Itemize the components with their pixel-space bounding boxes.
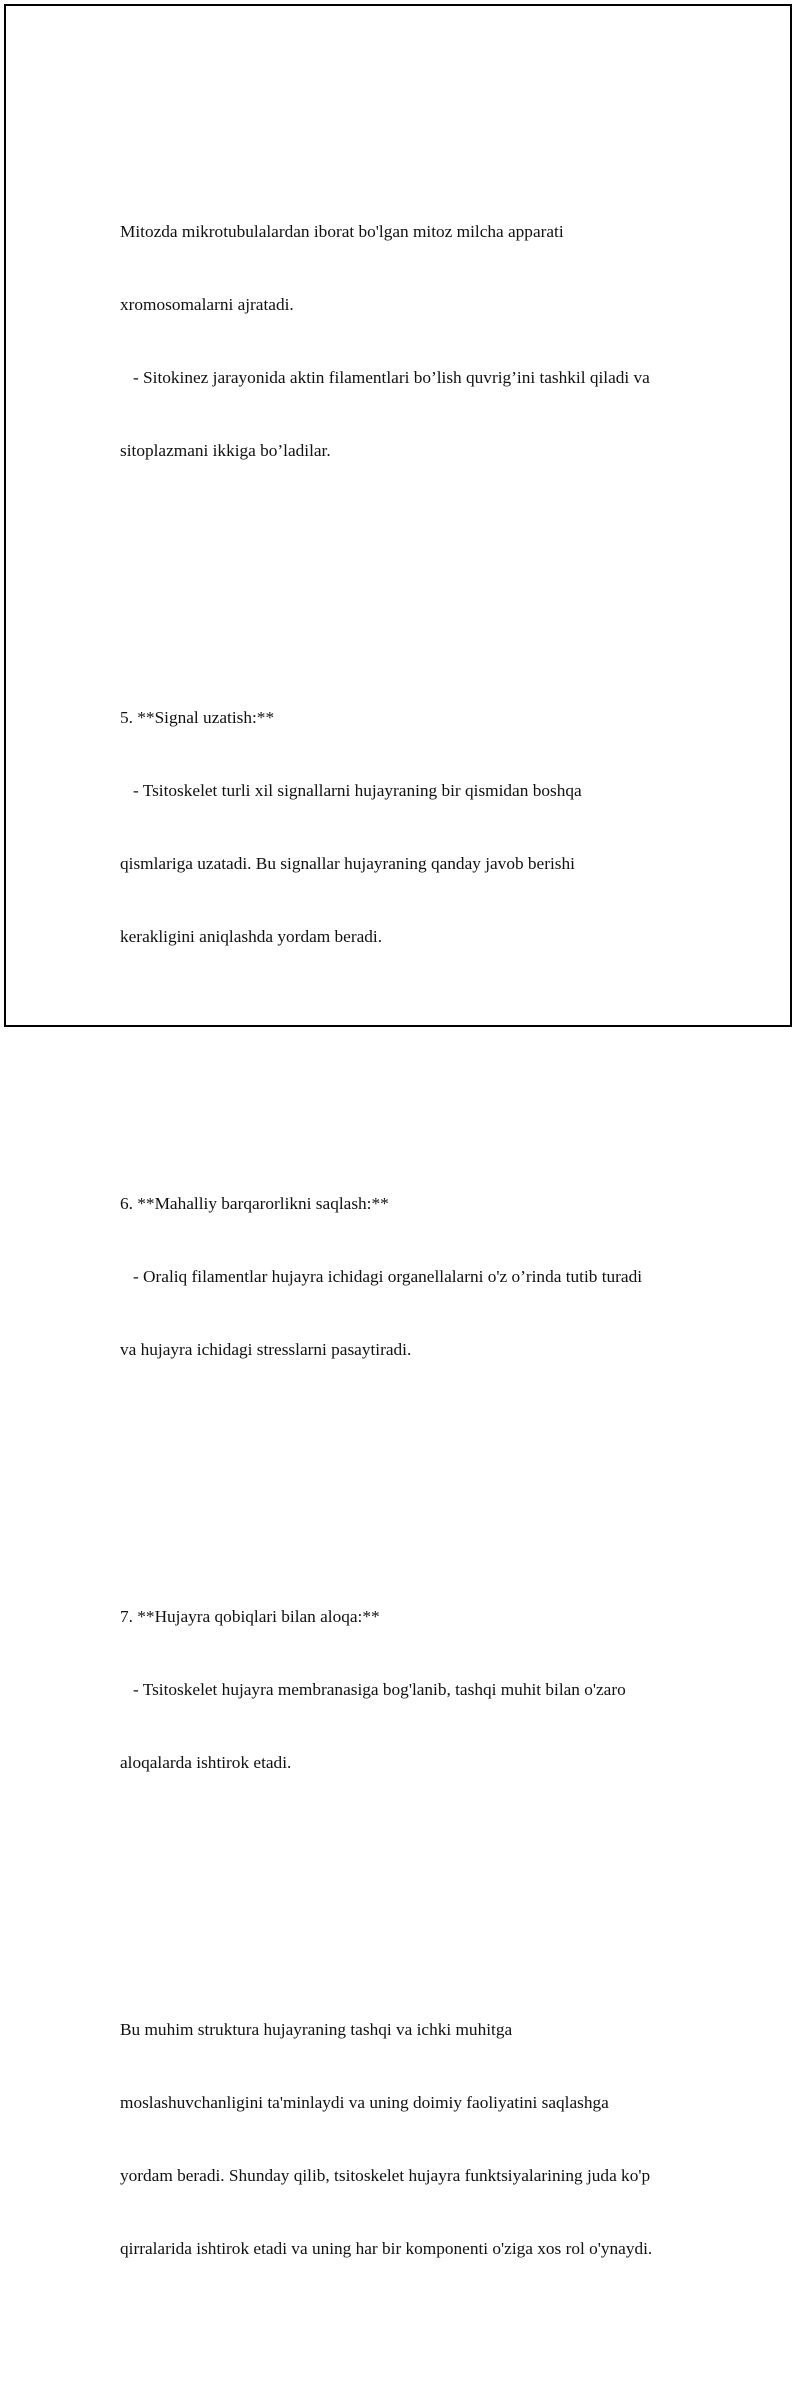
text-line: qismlariga uzatadi. Bu signallar hujayraning qanday javob berishi bbox=[120, 854, 575, 874]
paragraph-local-stability bbox=[120, 1144, 710, 1411]
paragraph-mitosis bbox=[120, 172, 710, 512]
paragraph-spacer bbox=[120, 1047, 710, 1071]
text-line: yordam beradi. Shunday qilib, tsitoskelet hujayra funktsiyalarining juda ko'p bbox=[120, 2166, 651, 2186]
text-line: sitoplazmani ikkiga bo’ladilar. bbox=[120, 441, 331, 461]
section-heading: 6. **Mahalliy barqarorlikni saqlash:** bbox=[120, 1194, 389, 1214]
paragraph-conclusion bbox=[120, 1970, 710, 2310]
paragraph-spacer bbox=[120, 561, 710, 585]
paragraph-signal-transmission bbox=[120, 658, 710, 998]
text-line: - Tsitoskelet turli xil signallarni hujayraning bir qismidan boshqa bbox=[120, 781, 582, 801]
section-heading: 5. **Signal uzatish:** bbox=[120, 708, 275, 728]
text-line: - Oraliq filamentlar hujayra ichidagi organellalarni o'z o’rinda tutib turadi bbox=[120, 1267, 643, 1287]
paragraph-membrane-connection bbox=[120, 1557, 710, 1824]
document-page bbox=[4, 4, 792, 2259]
text-line: qirralarida ishtirok etadi va uning har bir komponenti o'ziga xos rol o'ynaydi. bbox=[120, 2239, 653, 2259]
document-body bbox=[120, 99, 710, 2383]
text-line: va hujayra ichidagi stresslarni pasaytiradi. bbox=[120, 1340, 412, 1360]
text-line: xromosomalarni ajratadi. bbox=[120, 295, 294, 315]
paragraph-spacer bbox=[120, 1873, 710, 1897]
text-line: - Sitokinez jarayonida aktin filamentlari bo’lish quvrig’ini tashkil qiladi va bbox=[120, 368, 650, 388]
text-line: moslashuvchanligini ta'minlaydi va uning doimiy faoliyatini saqlashga bbox=[120, 2093, 609, 2113]
text-line: Mitozda mikrotubulalardan iborat bo'lgan mitoz milcha apparati bbox=[120, 222, 564, 242]
text-line: aloqalarda ishtirok etadi. bbox=[120, 1753, 292, 1773]
section-heading: 7. **Hujayra qobiqlari bilan aloqa:** bbox=[120, 1607, 380, 1627]
text-line: Bu muhim struktura hujayraning tashqi va ichki muhitga bbox=[120, 2020, 513, 2040]
paragraph-spacer bbox=[120, 1460, 710, 1484]
text-line: - Tsitoskelet hujayra membranasiga bog'lanib, tashqi muhit bilan o'zaro bbox=[120, 1680, 626, 1700]
text-line: kerakligini aniqlashda yordam beradi. bbox=[120, 927, 383, 947]
